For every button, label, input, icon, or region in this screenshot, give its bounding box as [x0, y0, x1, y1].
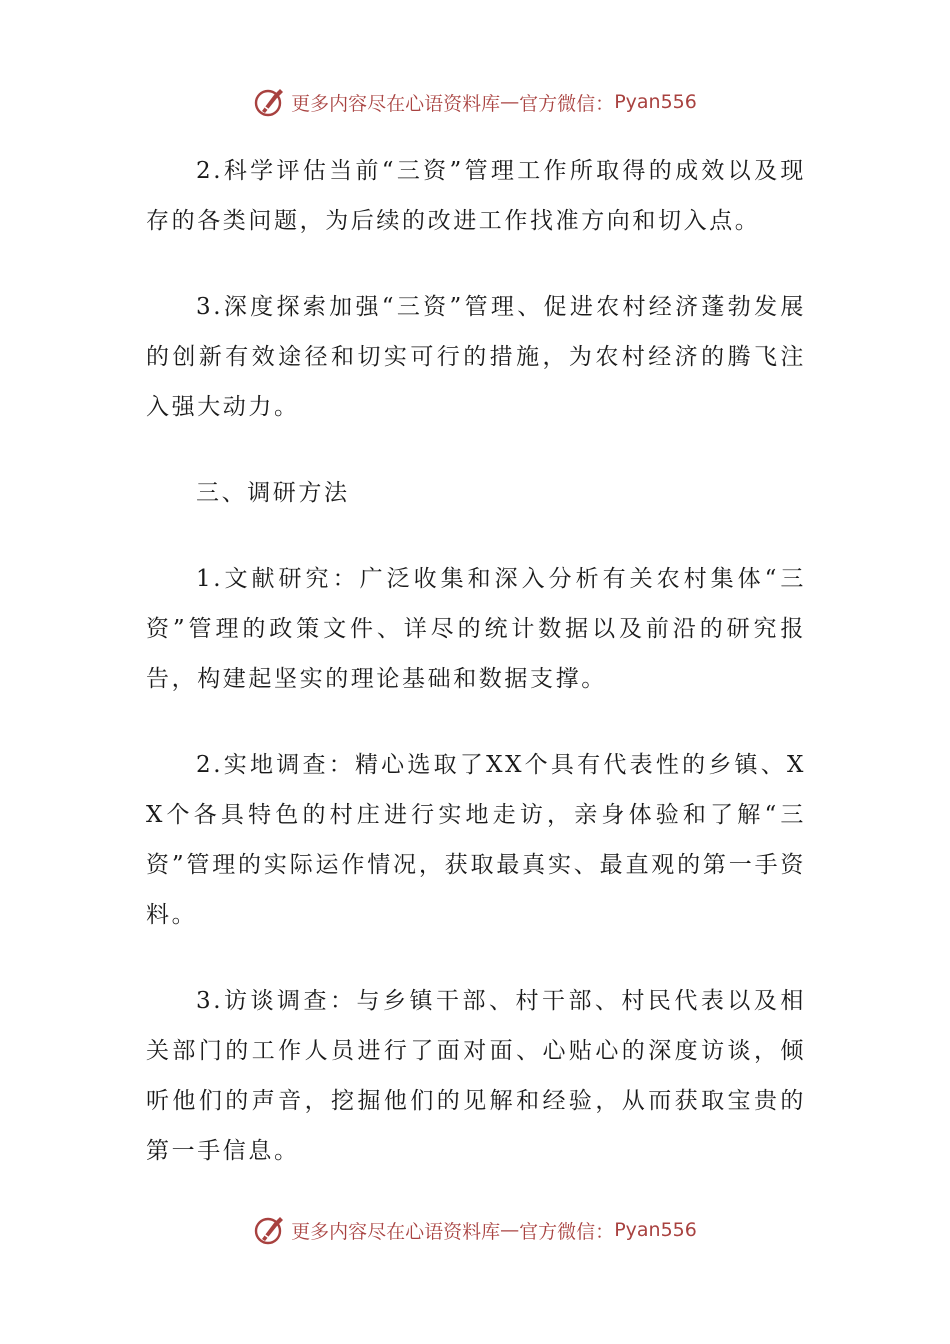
- method-field-survey: 2.实地调查：精心选取了XX个具有代表性的乡镇、XX个各具特色的村庄进行实地走访，亲身体验和了解“三资”管理的实际运作情况，获取最真实、最直观的第一手资料。: [146, 752, 806, 928]
- objective-2: 2.科学评估当前“三资”管理工作所取得的成效以及现存的各类问题，为后续的改进工作找准方向和切入点。: [146, 158, 806, 234]
- footer-banner: [0, 1210, 950, 1250]
- banner-brand: 更多内容尽在心语资料库: [291, 92, 501, 115]
- method-literature: 1.文献研究：广泛收集和深入分析有关农村集体“三资”管理的政策文件、详尽的统计数据以及前沿的研究报告，构建起坚实的理论基础和数据支撑。: [146, 566, 806, 692]
- pen-nib-circle-icon: [253, 85, 287, 119]
- banner-brand: 更多内容尽在心语资料库: [291, 1220, 501, 1243]
- header-banner: [0, 82, 950, 122]
- pen-nib-circle-icon: [253, 1213, 287, 1247]
- banner-separator: —: [500, 91, 520, 113]
- banner-handle: Pyan556: [614, 1219, 697, 1241]
- banner-separator: —: [500, 1219, 520, 1241]
- banner-official-label: 官方微信：: [519, 1220, 615, 1243]
- document-body: [146, 146, 806, 1212]
- banner-handle: Pyan556: [614, 91, 697, 113]
- section-heading-methods: 三、调研方法: [196, 480, 350, 506]
- banner-official-label: 官方微信：: [519, 92, 615, 115]
- method-interview: 3.访谈调查：与乡镇干部、村干部、村民代表以及相关部门的工作人员进行了面对面、心贴心的深度访谈，倾听他们的声音，挖掘他们的见解和经验，从而获取宝贵的第一手信息。: [146, 988, 806, 1164]
- objective-3: 3.深度探索加强“三资”管理、促进农村经济蓬勃发展的创新有效途径和切实可行的措施，为农村经济的腾飞注入强大动力。: [146, 294, 806, 420]
